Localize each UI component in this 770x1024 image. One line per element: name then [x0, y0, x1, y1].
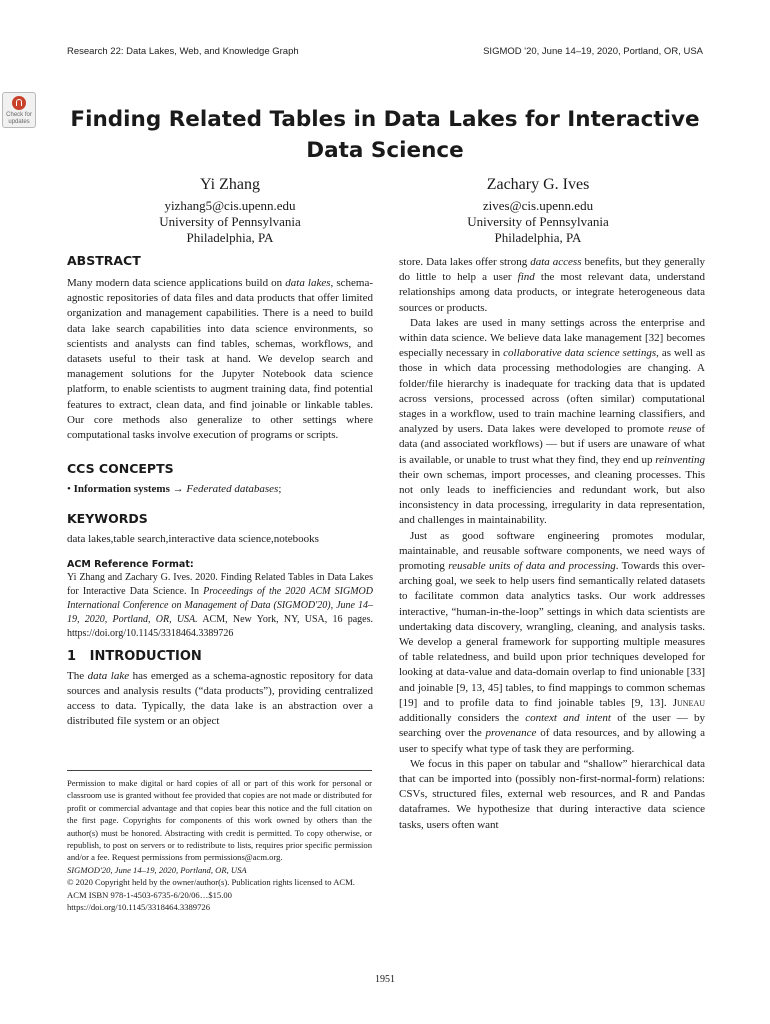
keywords-text: data lakes,table search,interactive data science,notebooks [67, 533, 319, 546]
permission-venue: SIGMOD'20, June 14–19, 2020, Portland, OR, USA [67, 864, 247, 875]
introduction-text: The data lake has emerged as a schema-agnostic repository for data sources and analysis results (“data products”), providing centralized access to data. Typically, the data lake is an abstraction over a distributed file system or an object [67, 669, 373, 728]
author-affiliation: University of Pennsylvania [467, 214, 609, 229]
keywords-heading: KEYWORDS [67, 511, 148, 527]
body-paragraph: Data lakes are used in many settings across the enterprise and within data science. We believe data lake management [32] becomes especially necessary in collaborative data science settings, as well as those in which data processing methodologies are changing. A folder/file hierarchy is inadequate for tracking data that is updated across versions, processed across (often similar) computational stages in a workflow, used to train machine learning classifiers, and analyzed by users. Data lakes were developed to promote reuse of data (and associated workflows) — but if users are unaware of what is available, or unable to trust what they find, they end up reinventing their own schemas, import processes, and cleaning processes. This not only leads to inefficiencies and redundant work, but also inconsistency in data processing, irregularity in data representation, and challenges in maintainability. [399, 316, 706, 527]
check-for-updates-badge[interactable] [2, 92, 36, 128]
right-column [399, 255, 705, 833]
author-block-1 [80, 175, 380, 246]
footnote-divider [67, 770, 372, 771]
body-paragraph: We focus in this paper on tabular and “shallow” hierarchical data that can be imported into (possibly non-first-normal-form) relations: CSVs, structured files, external web resources, and R and Pandas dataframes. We hypothesize that during interactive data science tasks, users often want [399, 757, 705, 831]
author-email[interactable]: zives@cis.upenn.edu [482, 198, 594, 213]
author-affiliation: University of Pennsylvania [159, 214, 301, 229]
permission-text: Permission to make digital or hard copies of all or part of this work for personal or classroom use is granted without fee provided that copies are not made or distributed for profit or commercial advantage and that copies bear this notice and the full citation on the first page. Copyrights for components of this work owned by others than the author(s) must be honored. Abstracting with credit is permitted. To copy otherwise, or republish, to post on servers or to redistribute to lists, requires prior specific permission and/or a fee. Request permissions from permissions@acm.org. [67, 778, 372, 863]
author-name: Zachary G. Ives [486, 176, 590, 193]
abstract-text: Many modern data science applications build on data lakes, schema-agnostic repositories of data files and data products that offer limited organization and management capabilities. There is a need to build data lake search capabilities into data science environments, so scientists and analysts can find tables, schemas, workflows, and datasets useful to their task at hand. We develop search and management solutions for the Jupyter Notebook data science platform, to enable scientists to augment training data, find potential features to extract, clean data, and find joinable or linkable tables. Our core methods also generalize to other settings where computational tasks involve execution of programs or scripts. [67, 277, 373, 442]
author-email[interactable]: yizhang5@cis.upenn.edu [164, 198, 296, 213]
author-location: Philadelphia, PA [494, 230, 582, 245]
acm-reference-text: Yi Zhang and Zachary G. Ives. 2020. Finding Related Tables in Data Lakes for Interactive Data Science. In Proceedings of the 2020 ACM SIGMOD International Conference on Management of Data (SIGMOD'20), June 14–19, 2020, Portland, OR, USA. ACM, New York, NY, USA, 16 pages. https://doi.org/10.1145/3318464.3389726 [67, 571, 373, 639]
permission-notice [67, 777, 372, 913]
ccs-concepts: • Information systems → Federated databases; [67, 483, 282, 496]
abstract-heading: ABSTRACT [67, 253, 141, 268]
running-header-left: Research 22: Data Lakes, Web, and Knowledge Graph [67, 46, 299, 57]
running-header-right: SIGMOD '20, June 14–19, 2020, Portland, OR, USA [483, 46, 703, 57]
paper-title: Finding Related Tables in Data Lakes for Interactive Data Science [70, 107, 700, 163]
author-name: Yi Zhang [200, 176, 260, 193]
body-paragraph: Just as good software engineering promotes modular, maintainable, and reusable software components, we need ways of promoting reusable units of data and processing. Towards this over-arching goal, we seek to help users find semantically related datasets to facilitate common data analytics tasks. Our work addresses interactive, “human-in-the-loop” settings in which data scientists are undertaking data discovery, wrangling, cleaning, and analysis tasks. We develop a general framework for supporting multiple measures of table relatedness, and build upon prior techniques developed for looking at data-value and data-domain overlap to find unionable [33] and joinable [9, 13, 45] tables, to find mappings to common schemas [19] and to profile data to find joinable tables [9, 13]. Juneau additionally considers the context and intent of the user — by searching over the provenance of data resources, and by allowing a user to specify what type of task they are performing. [399, 529, 706, 755]
ccs-heading: CCS CONCEPTS [67, 461, 174, 477]
doi-link[interactable]: https://doi.org/10.1145/3318464.3389726 [67, 902, 210, 913]
bookmark-icon [12, 96, 26, 110]
left-column [67, 253, 373, 729]
isbn-line: ACM ISBN 978-1-4503-6735-6/20/06…$15.00 [67, 889, 232, 900]
body-paragraph: store. Data lakes offer strong data access benefits, but they generally do little to help a user find the most relevant data, understand relationships among data products, or integrate heterogeneous data sources or products. [399, 256, 705, 314]
page-number: 1951 [375, 974, 395, 985]
introduction-heading: 1 INTRODUCTION [67, 648, 202, 664]
acm-reference-heading: ACM Reference Format: [67, 558, 194, 570]
copyright-line: © 2020 Copyright held by the owner/author(s). Publication rights licensed to ACM. [67, 877, 355, 888]
badge-label: Check for updates [6, 112, 32, 125]
author-location: Philadelphia, PA [186, 230, 274, 245]
author-block-2 [388, 175, 688, 246]
